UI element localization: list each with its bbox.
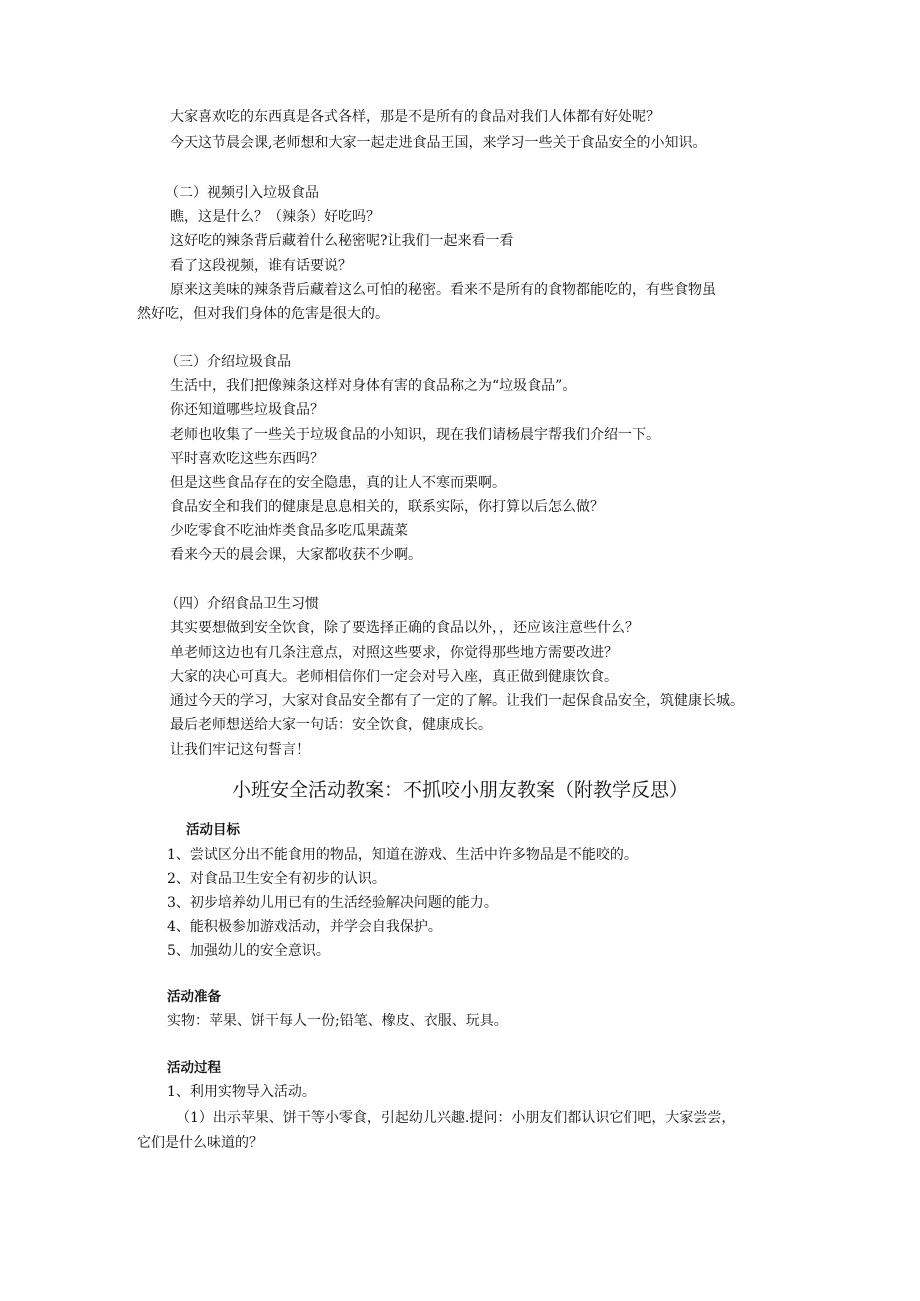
section-4-line: 让我们牢记这句誓言！ <box>170 742 310 758</box>
lesson-title: 小班安全活动教案：不抓咬小朋友教案（附教学反思） <box>231 779 688 801</box>
section-4-line: 通过今天的学习，大家对食品安全都有了一定的了解。让我们一起保食品安全，筑健康长城。 <box>170 693 744 709</box>
section-3-line: 食品安全和我们的健康是息息相关的，联系实际，你打算以后怎么做？ <box>170 499 604 515</box>
process-step-1: 1、利用实物导入活动。 <box>167 1084 316 1100</box>
section-4-line: 大家的决心可真大。老师相信你们一定会对号入座，真正做到健康饮食。 <box>170 669 618 685</box>
section-4-heading: （四）介绍食品卫生习惯 <box>165 596 319 612</box>
section-2-heading: （二）视频引入垃圾食品 <box>165 185 319 201</box>
goal-item: 4、能积极参加游戏活动，并学会自我保护。 <box>167 919 442 935</box>
prep-heading: 活动准备 <box>167 989 221 1005</box>
section-3-line: 生活中，我们把像辣条这样对身体有害的食品称之为“垃圾食品”。 <box>170 378 577 394</box>
prep-text: 实物：苹果、饼干每人一份;铅笔、橡皮、衣服、玩具。 <box>167 1013 508 1029</box>
section-2-line: 瞧，这是什么？（辣条）好吃吗？ <box>170 209 380 225</box>
section-2-line: 看了这段视频，谁有话要说？ <box>170 258 352 274</box>
goal-item: 3、初步培养幼儿用已有的生活经验解决问题的能力。 <box>167 895 498 911</box>
section-3-line: 看来今天的晨会课，大家都收获不少啊。 <box>170 547 422 563</box>
section-3-line: 少吃零食不吃油炸类食品多吃瓜果蔬菜 <box>170 523 408 539</box>
section-3-heading: （三）介绍垃圾食品 <box>165 354 291 370</box>
goal-item: 5、加强幼儿的安全意识。 <box>167 943 330 959</box>
goal-item: 1、尝试区分出不能食用的物品，知道在游戏、生活中许多物品是不能咬的。 <box>167 847 638 863</box>
section-3-line: 老师也收集了一些关于垃圾食品的小知识，现在我们请杨晨宇帮我们介绍一下。 <box>170 427 660 443</box>
goal-item: 2、对食品卫生安全有初步的认识。 <box>167 871 386 887</box>
section-4-line: 其实要想做到安全饮食，除了要选择正确的食品以外，，还应该注意些什么？ <box>170 620 639 636</box>
process-heading: 活动过程 <box>167 1060 221 1076</box>
intro-line-1: 大家喜欢吃的东西真是各式各样，那是不是所有的食品对我们人体都有好处呢？ <box>170 109 660 125</box>
section-2-line: 原来这美味的辣条背后藏着这么可怕的秘密。看来不是所有的食物都能吃的，有些食物虽 <box>170 282 716 298</box>
intro-line-2: 今天这节晨会课,老师想和大家一起走进食品王国，来学习一些关于食品安全的小知识。 <box>170 135 707 151</box>
section-2-line: 然好吃，但对我们身体的危害是很大的。 <box>137 306 389 322</box>
process-substep-1-line-2: 它们是什么味道的？ <box>137 1135 263 1151</box>
goals-heading: 活动目标 <box>186 822 240 838</box>
process-substep-1-line-1: （1）出示苹果、饼干等小零食，引起幼儿兴趣.提问：小朋友们都认识它们吧，大家尝尝， <box>176 1110 736 1126</box>
section-4-line: 单老师这边也有几条注意点，对照这些要求，你觉得那些地方需要改进？ <box>170 645 618 661</box>
section-3-line: 但是这些食品存在的安全隐患，真的让人不寒而栗啊。 <box>170 475 506 491</box>
section-3-line: 你还知道哪些垃圾食品？ <box>170 402 324 418</box>
section-4-line: 最后老师想送给大家一句话：安全饮食，健康成长。 <box>170 717 492 733</box>
section-2-line: 这好吃的辣条背后藏着什么秘密呢?让我们一起来看一看 <box>170 233 514 249</box>
section-3-line: 平时喜欢吃这些东西吗？ <box>170 451 324 467</box>
